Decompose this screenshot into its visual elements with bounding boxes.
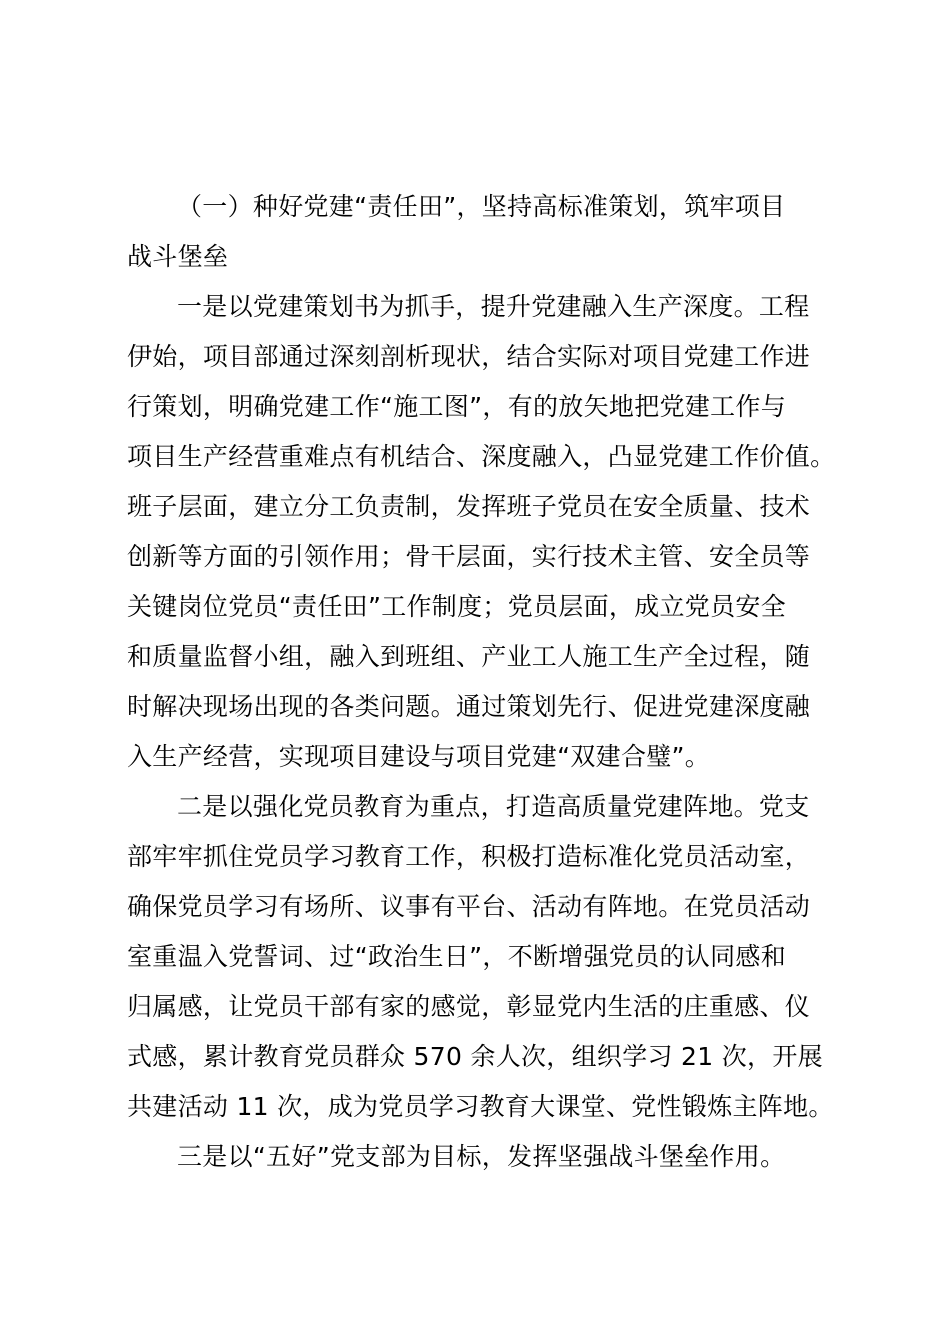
paragraph-line: 时解决现场出现的各类问题。通过策划先行、促进党建深度融 [127,692,811,721]
paragraph-line: 行策划，明确党建工作“施工图”，有的放矢地把党建工作与 [127,392,787,421]
paragraph-line: 二是以强化党员教育为重点，打造高质量党建阵地。党支 [177,792,810,821]
paragraph-planning [127,282,839,782]
section-heading [127,182,839,282]
document-body [127,182,839,1182]
paragraph-line: 班子层面，建立分工负责制，发挥班子党员在安全质量、技术 [127,492,811,521]
paragraph-line: 共建活动 11 次，成为党员学习教育大课堂、党性锻炼主阵地。 [127,1092,834,1121]
paragraph-line: 伊始，项目部通过深刻剖析现状，结合实际对项目党建工作进 [127,342,811,371]
paragraph-line: 和质量监督小组，融入到班组、产业工人施工生产全过程，随 [127,642,811,671]
paragraph-line: 入生产经营，实现项目建设与项目党建“双建合璧”。 [127,742,711,771]
heading-line: 战斗堡垒 [127,242,229,271]
paragraph-line: 归属感，让党员干部有家的感觉，彰显党内生活的庄重感、仪 [127,992,811,1021]
paragraph-line: 关键岗位党员“责任田”工作制度；党员层面，成立党员安全 [127,592,787,621]
paragraph-education [127,782,839,1132]
paragraph-line: 三是以“五好”党支部为目标，发挥坚强战斗堡垒作用。 [177,1142,786,1171]
paragraph-line: 项目生产经营重难点有机结合、深度融入，凸显党建工作价值。 [127,442,836,471]
paragraph-line: 创新等方面的引领作用；骨干层面，实行技术主管、安全员等 [127,542,811,571]
paragraph-line: 式感，累计教育党员群众 570 余人次，组织学习 21 次，开展 [127,1042,823,1071]
heading-line: （一）种好党建“责任田”，坚持高标准策划，筑牢项目 [177,192,786,221]
paragraph-line: 部牢牢抓住党员学习教育工作，积极打造标准化党员活动室， [127,842,811,871]
paragraph-line: 一是以党建策划书为抓手，提升党建融入生产深度。工程 [177,292,810,321]
paragraph-five-good [127,1132,839,1182]
paragraph-line: 确保党员学习有场所、议事有平台、活动有阵地。在党员活动 [127,892,811,921]
paragraph-line: 室重温入党誓词、过“政治生日”，不断增强党员的认同感和 [127,942,787,971]
